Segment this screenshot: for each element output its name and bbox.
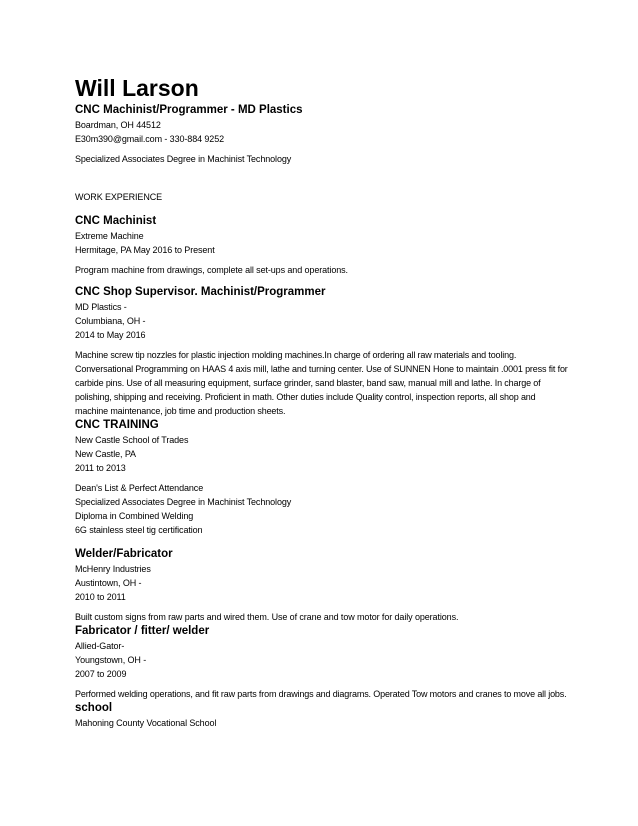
job-company: Allied-Gator- — [75, 641, 125, 651]
job-dates: 2010 to 2011 — [75, 592, 126, 602]
training-item: 6G stainless steel tig certification — [75, 525, 203, 535]
training-school: New Castle School of Trades — [75, 435, 189, 445]
job-company: Extreme Machine — [75, 231, 144, 241]
job-description: Built custom signs from raw parts and wired them. Use of crane and tow motor for daily operations. — [75, 612, 459, 622]
candidate-name: Will Larson — [75, 75, 199, 101]
job-dates: 2014 to May 2016 — [75, 330, 146, 340]
school-name: Mahoning County Vocational School — [75, 718, 217, 728]
job-title: CNC Shop Supervisor. Machinist/Programmer — [75, 286, 326, 298]
training-item: Dean's List & Perfect Attendance — [75, 483, 204, 493]
job-location: Austintown, OH - — [75, 578, 142, 588]
job-title: Welder/Fabricator — [75, 548, 173, 560]
candidate-location: Boardman, OH 44512 — [75, 120, 161, 130]
job-title: CNC Machinist — [75, 215, 157, 227]
job-company: MD Plastics - — [75, 302, 127, 312]
job-description: Machine screw tip nozzles for plastic injection molding machines.In charge of ordering all raw materials and tooling. Conversational Programming on HAAS 4 axis mill, lathe and turning center. Use of SUNNEN Hone to maintain .0001 press fit for carbide pins. Use of all measuring equipment, surface grinder, sand blaster, band saw, manual mill and lathe. In charge of polishing, shipping and receiving. Proficient in math. Other duties include Quality control, inspection reports, all shop and machine maintenance, job time and production sheets. — [75, 350, 568, 416]
education-summary: Specialized Associates Degree in Machinist Technology — [75, 154, 292, 164]
candidate-contact: E30m390@gmail.com - 330-884 9252 — [75, 134, 225, 144]
training-location: New Castle, PA — [75, 449, 136, 459]
job-description: Performed welding operations, and fit raw parts from drawings and diagrams. Operated Tow motors and cranes to move all jobs. — [75, 689, 567, 699]
job-description: Program machine from drawings, complete all set-ups and operations. — [75, 265, 348, 275]
training-title: CNC TRAINING — [75, 419, 159, 431]
job-company: McHenry Industries — [75, 564, 151, 574]
resume-page — [75, 74, 575, 730]
job-location-dates: Hermitage, PA May 2016 to Present — [75, 245, 215, 255]
training-dates: 2011 to 2013 — [75, 463, 126, 473]
training-item: Diploma in Combined Welding — [75, 511, 194, 521]
job-location: Youngstown, OH - — [75, 655, 147, 665]
job-dates: 2007 to 2009 — [75, 669, 127, 679]
work-experience-heading: WORK EXPERIENCE — [75, 192, 163, 202]
candidate-headline: CNC Machinist/Programmer - MD Plastics — [75, 104, 303, 116]
school-title: school — [75, 702, 113, 714]
job-title: Fabricator / fitter/ welder — [75, 625, 210, 637]
training-item: Specialized Associates Degree in Machinist Technology — [75, 497, 292, 507]
job-location: Columbiana, OH - — [75, 316, 146, 326]
